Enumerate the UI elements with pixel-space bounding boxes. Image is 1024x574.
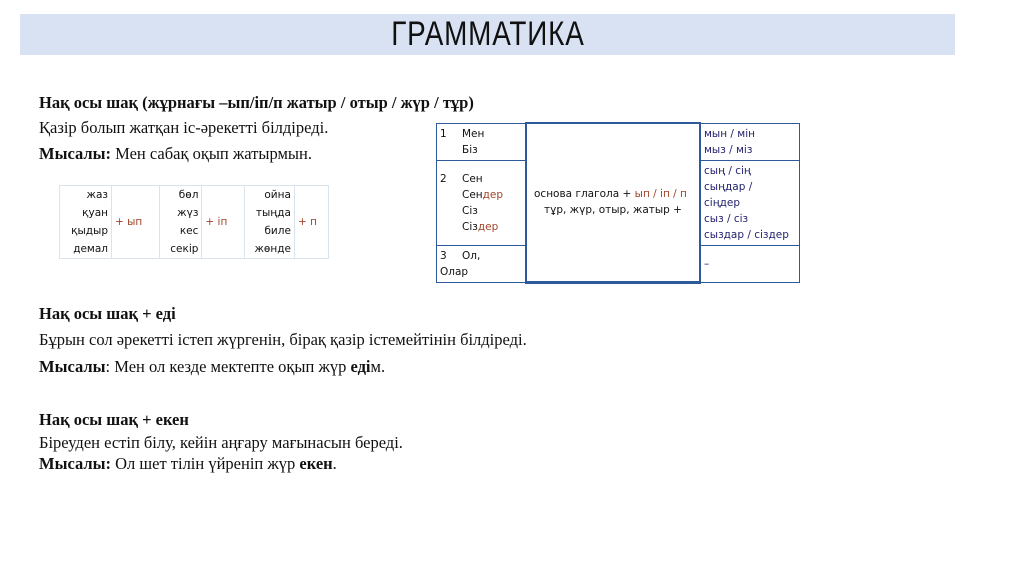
title-bar [20,14,955,55]
section2-description: Бұрын сол әрекетті істеп жүргенін, бірақ қазір істемейтінін білдіреді. [39,330,527,349]
suffix-p: + п [294,186,328,259]
section2-example [39,357,385,377]
word: жөнде [254,243,291,255]
pronoun-suffix: дер [477,220,499,233]
suffix-ip: + іп [202,186,244,259]
suffix-yp: + ып [112,186,160,259]
example-text: Мен сабақ оқып жатырмын. [111,144,312,163]
ending: мыз / міз [704,143,753,156]
person-1-cell [437,123,527,160]
section3-heading: Нақ осы шақ + екен [39,410,189,429]
endings-2-cell [700,160,800,245]
page-title: ГРАММАТИКА [390,15,585,53]
word: қыдыр [71,225,108,237]
example-tail: м. [370,357,386,376]
section3-description: Біреуден естіп білу, кейін аңғару мағынасын береді. [39,433,403,452]
pronoun: Біз [462,143,478,156]
word-group-1 [60,186,112,259]
suffix-table [59,185,329,259]
ending: сыздар / сіздер [704,228,789,241]
pronoun: Сен [462,172,483,185]
pronoun-suffix: дер [482,188,504,201]
word: бөл [178,189,199,201]
ending: сіңдер [704,196,741,209]
word: қуан [82,207,108,219]
word-group-3 [244,186,294,259]
person-number: 2 [440,172,447,185]
word-group-2 [160,186,202,259]
word: демал [73,243,108,255]
example-colon: : [105,357,111,376]
pronoun: Сен [462,188,483,201]
endings-3-cell: – [700,245,800,282]
example-bold-word: еді [350,357,371,376]
formula-prefix: основа глагола + [534,188,635,201]
person-2-cell [437,160,527,245]
formula-auxiliaries: тұр, жүр, отыр, жатыр + [544,204,682,217]
endings-1-cell [700,123,800,160]
section3-example [39,454,337,474]
pronoun: Сіз [462,220,478,233]
ending: сыңдар / [704,180,753,193]
ending: мын / мін [704,127,755,140]
person-3-cell [437,245,527,282]
example-text: Мен ол кезде мектепте оқып жүр [110,357,351,376]
person-number: 3 [440,249,447,262]
word: жаз [86,189,108,201]
example-label: Мысалы: [39,144,112,163]
pronoun: Сіз [462,204,478,217]
ending: сыз / сіз [704,212,749,225]
word: ойна [264,189,291,201]
example-label: Мысалы [39,357,106,376]
pronoun: Ол, [462,249,481,262]
example-label: Мысалы: [39,454,112,473]
pronoun: Олар [440,265,469,278]
example-tail: . [332,454,337,473]
verb-formula-cell [526,123,700,282]
section2-heading: Нақ осы шақ + еді [39,304,176,323]
ending: сың / сің [704,164,751,177]
section1-example [39,144,312,164]
word: тыңда [255,207,291,219]
pronoun: Мен [462,127,485,140]
section1-description: Қазір болып жатқан іс-әрекетті білдіреді. [39,118,329,137]
word: биле [264,225,291,237]
word: кес [179,225,199,237]
word: секір [170,243,199,255]
conjugation-table [436,122,800,284]
person-number: 1 [440,127,447,140]
section1-heading: Нақ осы шақ (жұрнағы –ып/іп/п жатыр / отыр / жүр / тұр) [39,93,474,112]
formula-suffixes: ып / іп / п [634,188,687,201]
example-bold-word: екен [299,454,333,473]
word: жүз [177,207,199,219]
example-text: Ол шет тілін үйреніп жүр [111,454,300,473]
